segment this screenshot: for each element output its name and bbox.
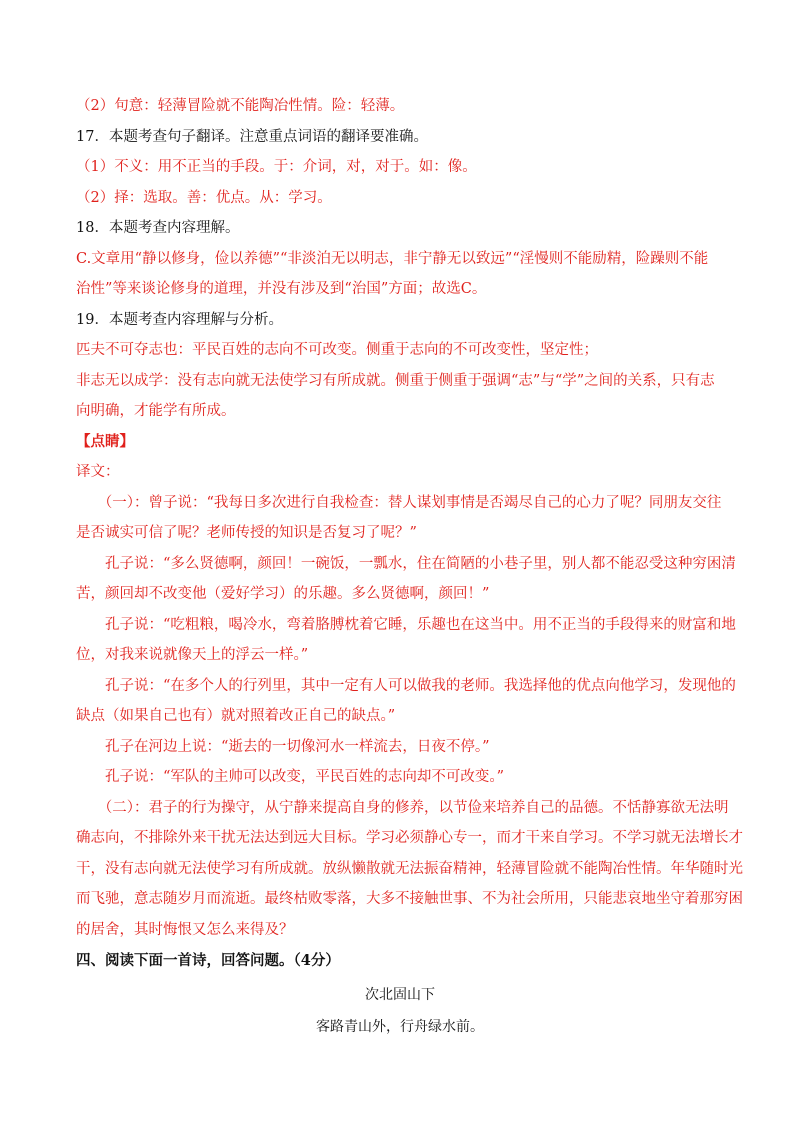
translation-line: 干，没有志向就无法使学习有所成就。放纵懒散就无法振奋精神，轻薄冒险就不能陶冶性情。年华随时光 [76,861,743,877]
answer-line: C.文章用“静以修身，俭以养德”“非淡泊无以明志，非宁静无以致远”“淫慢则不能励精，险躁则不能 [76,251,709,267]
translation-line: 位，对我来说就像天上的浮云一样。” [76,647,309,663]
translation-label: 译文： [76,464,120,480]
translation-line: 孔子说：“军队的主帅可以改变，平民百姓的志向却不可改变。” [76,769,505,785]
question-heading: 18．本题考查内容理解。 [76,220,240,236]
answer-line: （2）句意：轻薄冒险就不能陶冶性情。险：轻薄。 [76,98,405,114]
poem-title: 次北固山下 [365,987,435,1003]
translation-line: 孔子说：“在多个人的行列里，其中一定有人可以做我的老师。我选择他的优点向他学习，发现他的 [76,678,736,694]
translation-line: （一）：曾子说：“我每日多次进行自我检查：替人谋划事情是否竭尽自己的心力了呢？同朋友交往 [76,495,722,511]
translation-line: （二）：君子的行为操守，从宁静来提高自身的修养，以节俭来培养自己的品德。不恬静寡欲无法明 [76,800,729,816]
answer-line: 治性”等来谈论修身的道理，并没有涉及到“治国”方面；故选C。 [76,281,487,297]
answer-line: 向明确，才能学有所成。 [76,403,236,419]
answer-line: （2）择：选取。善：优点。从：学习。 [76,190,332,206]
poem-line: 客路青山外，行舟绿水前。 [316,1019,484,1035]
section-heading: 四、阅读下面一首诗，回答问题。（4分） [76,952,340,969]
question-heading: 19．本题考查内容理解与分析。 [76,312,283,328]
translation-line: 孔子说：“吃粗粮，喝冷水，弯着胳膊枕着它睡，乐趣也在这当中。用不正当的手段得来的财富和地 [76,617,736,633]
translation-line: 孔子在河边上说：“逝去的一切像河水一样流去，日夜不停。” [76,739,490,755]
answer-line: 非志无以成学：没有志向就无法使学习有所成就。侧重于侧重于强调“志”与“学”之间的关系，只有志 [76,373,715,389]
answer-line: （1）不义：用不正当的手段。于：介词，对，对于。如：像。 [76,159,477,175]
translation-line: 缺点（如果自己也有）就对照着改正自己的缺点。” [76,708,396,724]
answer-line: 匹夫不可夺志也：平民百姓的志向不可改变。侧重于志向的不可改变性，坚定性； [76,342,598,358]
translation-line: 而飞驰，意志随岁月而流逝。最终枯败零落，大多不接触世事、不为社会所用，只能悲哀地坐守着那穷困 [76,891,743,907]
translation-line: 苦，颜回却不改变他（爱好学习）的乐趣。多么贤德啊，颜回！” [76,586,490,602]
question-heading: 17．本题考查句子翻译。注意重点词语的翻译要准确。 [76,129,428,145]
translation-line: 的居舍，其时悔恨又怎么来得及？ [76,922,294,938]
translation-line: 孔子说：“多么贤德啊，颜回！一碗饭，一瓢水，住在简陋的小巷子里，别人都不能忍受这种穷困清 [76,556,736,572]
translation-line: 确志向，不排除外来干扰无法达到远大目标。学习必须静心专一，而才干来自学习。不学习就无法增长才 [76,830,743,846]
translation-line: 是否诚实可信了呢？老师传授的知识是否复习了呢？” [76,525,417,541]
dianjing-heading: 【点睛】 [76,433,134,450]
